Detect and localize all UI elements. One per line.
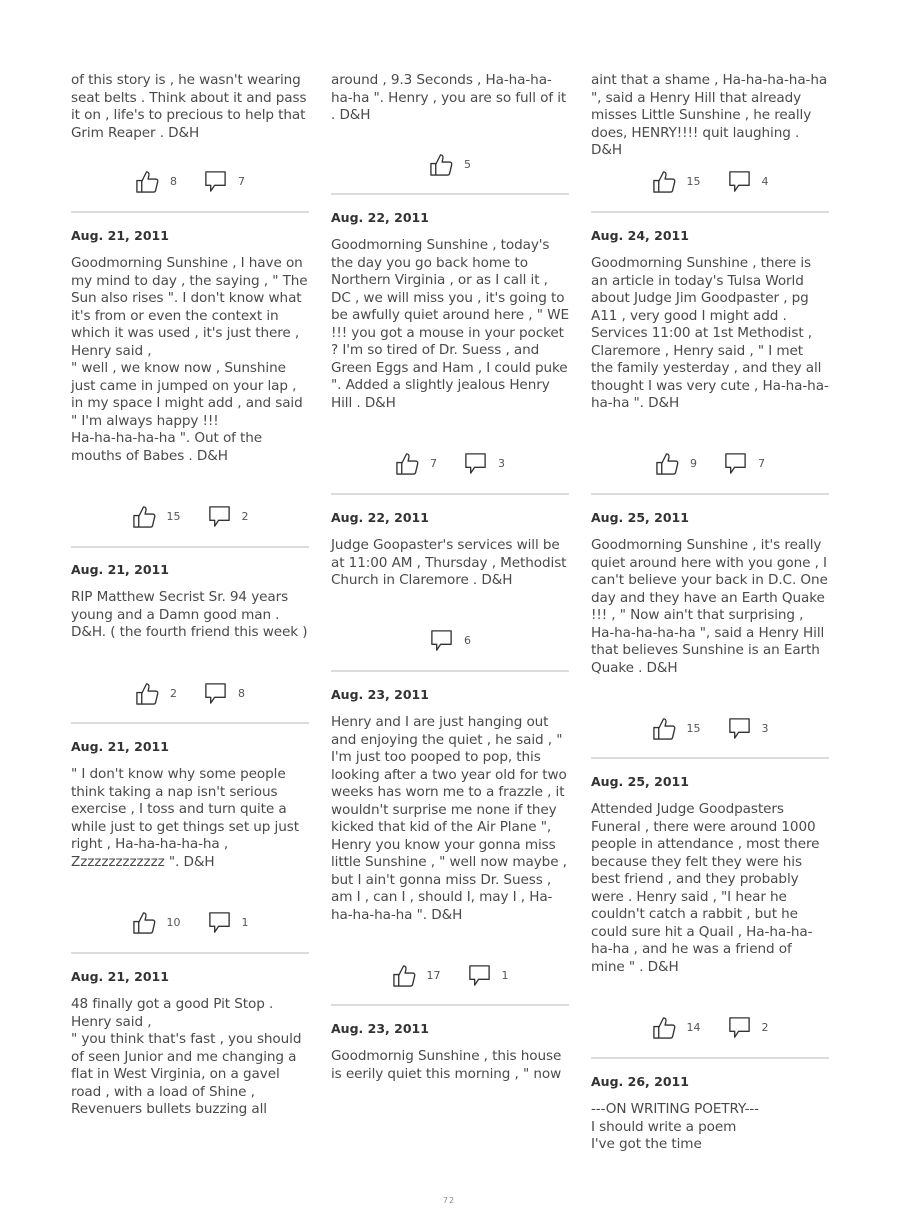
thumbs-up-icon xyxy=(135,169,160,194)
comment-button[interactable] xyxy=(727,1015,769,1040)
post-stats xyxy=(591,448,829,478)
thumbs-up-icon xyxy=(652,716,677,741)
comment-count: 2 xyxy=(761,1020,769,1034)
post-divider xyxy=(331,193,569,195)
post-body: around , 9.3 Seconds , Ha-ha-ha-ha-ha ". Henry , you are so full of it . D&H xyxy=(331,72,567,123)
post-divider xyxy=(331,1004,569,1006)
post-body: " I don't know why some people think taking a nap isn't serious exercise , I toss and turn quite a while just to get things set up just right , Ha-ha-ha-ha-ha , Zzzzzzzzzzzzz ". D&H xyxy=(71,766,299,870)
post-stats xyxy=(591,1012,829,1042)
speech-bubble-icon xyxy=(467,963,492,988)
post-body: aint that a shame , Ha-ha-ha-ha-ha ", said a Henry Hill that already misses Little Sunshine , he really does, HENRY!!!! quit laughing . D&H xyxy=(591,72,828,158)
post xyxy=(591,72,829,160)
post-divider xyxy=(591,211,829,213)
thumbs-up-icon xyxy=(652,169,677,194)
like-count: 10 xyxy=(166,915,181,929)
post xyxy=(71,739,309,871)
speech-bubble-icon xyxy=(463,451,488,476)
post xyxy=(331,210,569,412)
post-body: of this story is , he wasn't wearing seat belts . Think about it and pass it on , life's to precious to help that Grim Reaper . D&H xyxy=(71,72,307,141)
post-body: ---ON WRITING POETRY--- I should write a poem I've got the time xyxy=(591,1101,759,1152)
comment-button[interactable] xyxy=(723,451,765,476)
comment-button[interactable] xyxy=(429,628,471,653)
post-body: Attended Judge Goodpasters Funeral , there were around 1000 people in attendance , most there because they felt they were his best friend , and they probably were . Henry said , "I hear he couldn't catch a rabbit , but he could sure hit a Quail , Ha-ha-ha-ha-ha , and he was a friend of mine " . D&H xyxy=(591,801,820,975)
like-button[interactable] xyxy=(135,169,177,194)
post-divider xyxy=(71,546,309,548)
post xyxy=(331,72,569,125)
post xyxy=(331,687,569,924)
thumbs-up-icon xyxy=(135,681,160,706)
thumbs-up-icon xyxy=(392,963,417,988)
speech-bubble-icon xyxy=(203,681,228,706)
post-date: Aug. 23, 2011 xyxy=(331,1021,429,1036)
post-date: Aug. 23, 2011 xyxy=(331,687,429,702)
speech-bubble-icon xyxy=(207,910,232,935)
comment-count: 4 xyxy=(761,174,769,188)
thumbs-up-icon xyxy=(429,152,454,177)
post xyxy=(71,562,309,642)
post-stats xyxy=(331,960,569,990)
comment-button[interactable] xyxy=(207,504,249,529)
like-button[interactable] xyxy=(429,152,471,177)
comment-button[interactable] xyxy=(463,451,505,476)
like-button[interactable] xyxy=(135,681,177,706)
speech-bubble-icon xyxy=(429,628,454,653)
post-divider xyxy=(331,493,569,495)
post xyxy=(591,510,829,677)
post-date: Aug. 21, 2011 xyxy=(71,228,169,243)
post-body: 48 finally got a good Pit Stop . Henry said , " you think that's fast , you should of seen Junior and me changing a flat in West Virginia, on a gavel road , with a load of Shine , Revenuers bullets buzzing all xyxy=(71,996,302,1117)
post xyxy=(331,1021,569,1083)
comment-button[interactable] xyxy=(203,169,245,194)
post-divider xyxy=(591,493,829,495)
like-count: 14 xyxy=(686,1020,701,1034)
thumbs-up-icon xyxy=(132,910,157,935)
post-body: Goodmorning Sunshine , today's the day you go back home to Northern Virginia , or as I call it , DC , we will miss you , it's going to be awfully quiet around here , " WE !!! you got a mouse in your pocket ? I'm so tired of Dr. Suess , and Green Eggs and Ham , I could puke ". Added a slightly jealous Henry Hill . D&H xyxy=(331,237,569,411)
post-body: Goodmorning Sunshine , I have on my mind to day , the saying , " The Sun also rises ". I don't know what it's from or even the context in which it was used , it's just there , Henry said , " well , we know now , Sunshine just came in jumped on your lap , in my space I might add , and said " I'm always happy !!! Ha-ha-ha-ha-ha ". Out of the mouths of Babes . D&H xyxy=(71,255,308,464)
speech-bubble-icon xyxy=(203,169,228,194)
speech-bubble-icon xyxy=(723,451,748,476)
post xyxy=(71,228,309,465)
thumbs-up-icon xyxy=(652,1015,677,1040)
comment-count: 1 xyxy=(501,968,509,982)
thumbs-up-icon xyxy=(655,451,680,476)
like-count: 15 xyxy=(166,509,181,523)
comment-count: 1 xyxy=(241,915,249,929)
like-count: 17 xyxy=(426,968,441,982)
post-stats xyxy=(71,501,309,531)
like-button[interactable] xyxy=(395,451,437,476)
comment-count: 2 xyxy=(241,509,249,523)
comment-button[interactable] xyxy=(207,910,249,935)
post-body: Henry and I are just hanging out and enjoying the quiet , he said , " I'm just too pooped to pop, this looking after a two year old for two weeks has worn me to a frazzle , it wouldn't surprise me none if they kicked that kid of the Air Plane ", Henry you know your gonna miss little Sunshine , " well now maybe , but I ain't gonna miss Dr. Suess , am I , can I , should I, may I , Ha-ha-ha-ha-ha ". D&H xyxy=(331,714,567,923)
post-date: Aug. 22, 2011 xyxy=(331,510,429,525)
post-divider xyxy=(71,211,309,213)
post-date: Aug. 25, 2011 xyxy=(591,510,689,525)
like-count: 15 xyxy=(686,721,701,735)
post-stats xyxy=(71,166,309,196)
comment-button[interactable] xyxy=(467,963,509,988)
speech-bubble-icon xyxy=(727,1015,752,1040)
like-count: 2 xyxy=(170,686,177,700)
post xyxy=(331,510,569,590)
comment-count: 7 xyxy=(758,456,765,470)
like-button[interactable] xyxy=(655,451,697,476)
like-count: 15 xyxy=(686,174,701,188)
post-stats xyxy=(331,448,569,478)
post-divider xyxy=(71,952,309,954)
post-body: RIP Matthew Secrist Sr. 94 years young and a Damn good man . D&H. ( the fourth friend this week ) xyxy=(71,589,308,640)
comment-button[interactable] xyxy=(203,681,245,706)
post-body: Goodmorning Sunshine , it's really quiet around here with you gone , I can't believe your back in D.C. One day and they have an Earth Quake !!! , " Now ain't that surprising , Ha-ha-ha-ha-ha ", said a Henry Hill that believes Sunshine is an Earth Quake . D&H xyxy=(591,537,828,676)
post xyxy=(71,72,309,142)
post xyxy=(591,228,829,413)
post-body: Judge Goopaster's services will be at 11:00 AM , Thursday , Methodist Church in Claremore . D&H xyxy=(331,537,567,588)
post-stats xyxy=(591,166,829,196)
comment-count: 6 xyxy=(464,633,471,647)
like-button[interactable] xyxy=(132,504,181,529)
post-date: Aug. 21, 2011 xyxy=(71,969,169,984)
comment-button[interactable] xyxy=(727,716,769,741)
like-count: 7 xyxy=(430,456,437,470)
like-button[interactable] xyxy=(652,1015,701,1040)
post-date: Aug. 26, 2011 xyxy=(591,1074,689,1089)
like-button[interactable] xyxy=(652,716,701,741)
post xyxy=(591,774,829,976)
comment-button[interactable] xyxy=(727,169,769,194)
post-date: Aug. 24, 2011 xyxy=(591,228,689,243)
like-count: 9 xyxy=(690,456,697,470)
post-stats xyxy=(71,678,309,708)
speech-bubble-icon xyxy=(207,504,232,529)
comment-count: 3 xyxy=(498,456,505,470)
post-divider xyxy=(591,1057,829,1059)
post-stats xyxy=(591,713,829,743)
like-button[interactable] xyxy=(652,169,701,194)
page-number: 72 xyxy=(442,1196,456,1205)
post-divider xyxy=(71,722,309,724)
like-count: 5 xyxy=(464,157,471,171)
thumbs-up-icon xyxy=(132,504,157,529)
comment-count: 3 xyxy=(761,721,769,735)
post-stats xyxy=(331,149,569,179)
post xyxy=(591,1074,829,1154)
speech-bubble-icon xyxy=(727,169,752,194)
post-stats xyxy=(71,907,309,937)
post-date: Aug. 22, 2011 xyxy=(331,210,429,225)
like-count: 8 xyxy=(170,174,177,188)
post-body: Goodmorning Sunshine , there is an article in today's Tulsa World about Judge Jim Goodpaster , pg A11 , very good I might add . Services 11:00 at 1st Methodist , Claremore , Henry said , " I met the family yesterday , and they all thought I was very cute , Ha-ha-ha-ha-ha ". D&H xyxy=(591,255,829,411)
speech-bubble-icon xyxy=(727,716,752,741)
thumbs-up-icon xyxy=(395,451,420,476)
comment-count: 8 xyxy=(238,686,245,700)
post-body: Goodmornig Sunshine , this house is eerily quiet this morning , " now xyxy=(331,1048,562,1082)
post-date: Aug. 25, 2011 xyxy=(591,774,689,789)
post-date: Aug. 21, 2011 xyxy=(71,562,169,577)
like-button[interactable] xyxy=(392,963,441,988)
comment-count: 7 xyxy=(238,174,245,188)
post-divider xyxy=(331,670,569,672)
post-date: Aug. 21, 2011 xyxy=(71,739,169,754)
like-button[interactable] xyxy=(132,910,181,935)
post-divider xyxy=(591,757,829,759)
post xyxy=(71,969,309,1119)
post-stats xyxy=(331,625,569,655)
